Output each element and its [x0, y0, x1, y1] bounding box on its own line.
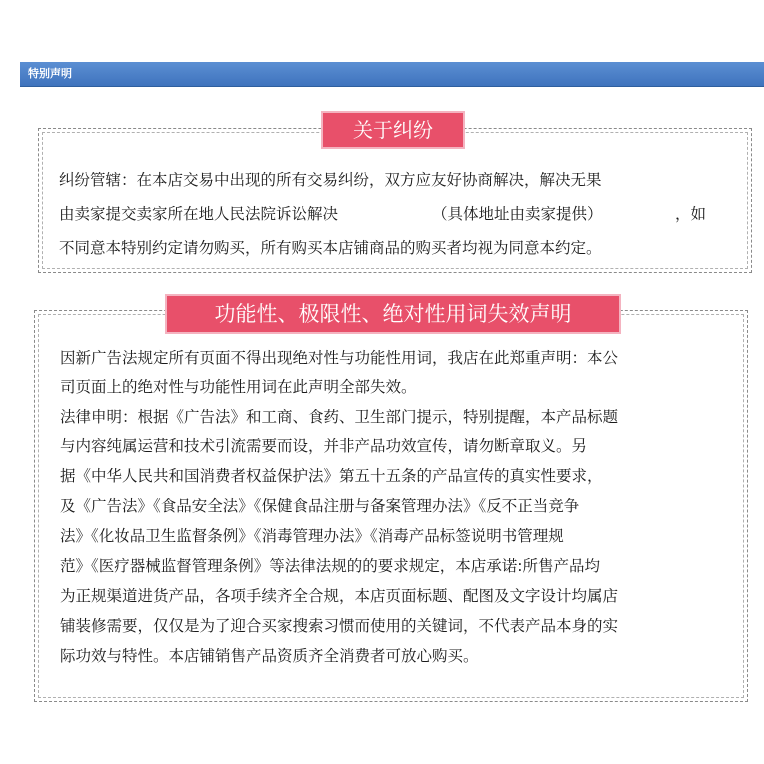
- dispute-line-2-address-note: （具体地址由卖家提供）: [432, 205, 603, 223]
- dispute-line-3: 不同意本特别约定请勿购买，所有购买本店铺商品的购买者均视为同意本约定。: [59, 239, 602, 257]
- disclaimer-line-5: 据《中华人民共和国消费者权益保护法》第五十五条的产品宣传的真实性要求，: [60, 467, 603, 485]
- disclaimer-line-2: 司页面上的绝对性与功能性用词在此声明全部失效。: [60, 378, 417, 396]
- disclaimer-line-1: 因新广告法规定所有页面不得出现绝对性与功能性用词，我店在此郑重声明：本公: [60, 349, 619, 367]
- header-title: 特别声明: [28, 67, 72, 80]
- dispute-line-2-end: ，如: [675, 205, 707, 223]
- disclaimer-line-6: 及《广告法》《食品安全法》《保健食品注册与备案管理办法》《反不正当竞争: [60, 497, 580, 515]
- dispute-line-2: 由卖家提交卖家所在地人民法院诉讼解决: [59, 205, 339, 223]
- disclaimer-line-4: 与内容纯属运营和技术引流需要而设，并非产品功效宣传，请勿断章取义。另: [60, 437, 588, 455]
- dispute-section-title: 关于纠纷: [321, 111, 465, 149]
- dispute-line-1: 纠纷管辖：在本店交易中出现的所有交易纠纷，双方应友好协商解决，解决无果: [59, 171, 602, 189]
- disclaimer-line-3: 法律申明：根据《广告法》和工商、食药、卫生部门提示，特别提醒，本产品标题: [60, 408, 619, 426]
- disclaimer-section-title: 功能性、极限性、绝对性用词失效声明: [165, 294, 621, 334]
- header-bar: [20, 62, 764, 87]
- disclaimer-line-7: 法》《化妆品卫生监督条例》《消毒管理办法》《消毒产品标签说明书管理规: [60, 527, 564, 545]
- disclaimer-line-9: 为正规渠道进货产品，各项手续齐全合规，本店页面标题、配图及文字设计均属店: [60, 587, 619, 605]
- disclaimer-line-11: 际功效与特性。本店铺销售产品资质齐全消费者可放心购买。: [60, 647, 479, 665]
- disclaimer-line-10: 铺装修需要，仅仅是为了迎合买家搜索习惯而使用的关键词，不代表产品本身的实: [60, 617, 619, 635]
- disclaimer-line-8: 范》《医疗器械监督管理条例》等法律法规的的要求规定，本店承诺:所售产品均: [60, 557, 600, 575]
